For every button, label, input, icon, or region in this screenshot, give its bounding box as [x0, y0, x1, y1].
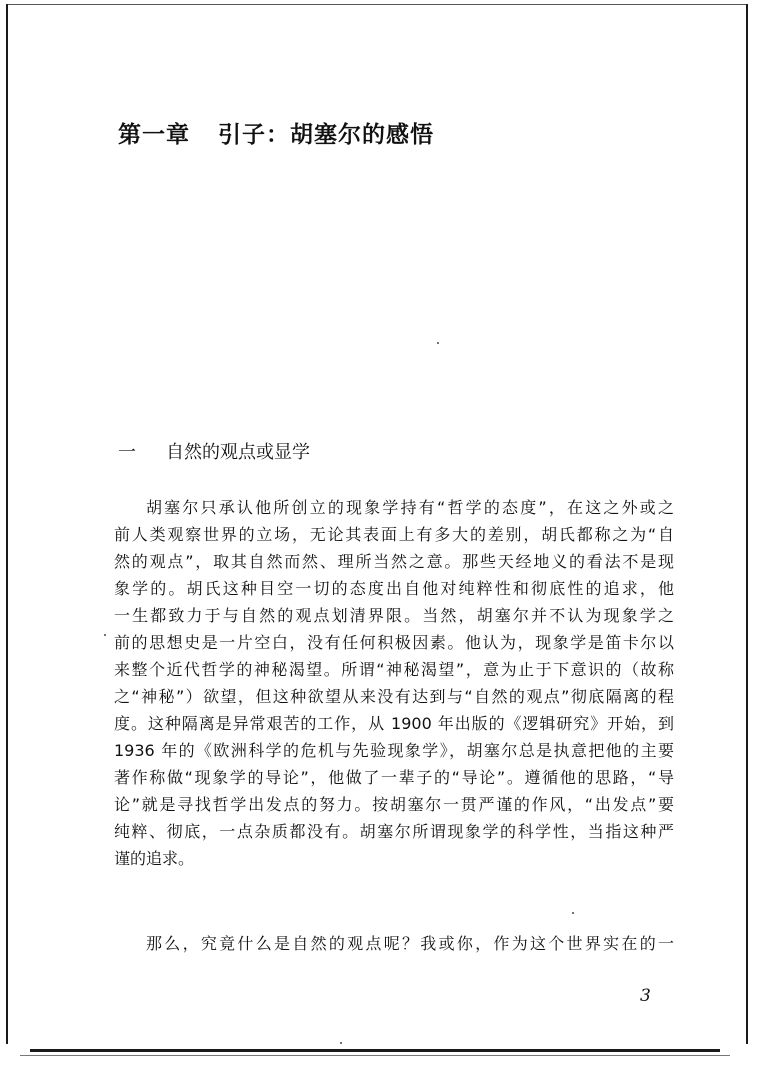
text-line: 一生都致力于与自然的观点划清界限。当然，胡塞尔并不认为现象学之 — [114, 606, 674, 625]
text-line: 论”就是寻找哲学出发点的努力。按胡塞尔一贯严谨的作风，“出发点”要 — [114, 795, 674, 814]
text-line: 1936 年的《欧洲科学的危机与先验现象学》，胡塞尔总是执意把他的主要 — [114, 741, 674, 760]
chapter-title: 引子：胡塞尔的感悟 — [218, 121, 434, 148]
text-line: 前人类观察世界的立场，无论其表面上有多大的差别，胡氏都称之为“自 — [114, 525, 674, 544]
text-line: 著作称做“现象学的导论”，他做了一辈子的“导论”。遵循他的思路，“导 — [114, 768, 674, 787]
paragraph-2 — [114, 930, 674, 957]
page-border-right — [746, 4, 748, 1044]
text-line: 象学的。胡氏这种目空一切的态度出自他对纯粹性和彻底性的追求，他 — [114, 579, 674, 598]
text-line: 然的观点”，取其自然而然、理所当然之意。那些天经地义的看法不是现 — [114, 552, 674, 571]
section-number: 一 — [118, 442, 136, 463]
scan-speck — [437, 342, 439, 344]
text-line: 之“神秘”）欲望，但这种欲望从来没有达到与“自然的观点”彻底隔离的程 — [114, 687, 674, 706]
text-line: 那么，究竟什么是自然的观点呢？我或你，作为这个世界实在的一 — [146, 934, 674, 953]
bottom-rule — [30, 1049, 720, 1052]
scan-speck — [104, 634, 106, 636]
paragraph-1 — [114, 494, 674, 872]
text-line: 纯粹、彻底，一点杂质都没有。胡塞尔所谓现象学的科学性，当指这种严 — [114, 822, 674, 841]
scan-speck — [572, 912, 574, 914]
scan-speck — [340, 1042, 342, 1044]
chapter-number: 第一章 — [118, 121, 190, 148]
section-heading — [118, 438, 310, 464]
chapter-heading — [118, 116, 434, 149]
page-border-left — [6, 4, 8, 1044]
page-number: 3 — [640, 986, 651, 1006]
bottom-rule-thin — [20, 1055, 730, 1056]
section-title: 自然的观点或显学 — [166, 442, 310, 463]
text-line: 胡塞尔只承认他所创立的现象学持有“哲学的态度”，在这之外或之 — [146, 498, 674, 517]
text-line: 度。这种隔离是异常艰苦的工作，从 1900 年出版的《逻辑研究》开始，到 — [114, 714, 674, 733]
page-border-top — [6, 4, 748, 5]
text-line: 谨的追求。 — [114, 849, 195, 868]
text-line: 前的思想史是一片空白，没有任何积极因素。他认为，现象学是笛卡尔以 — [114, 633, 674, 652]
text-line: 来整个近代哲学的神秘渴望。所谓“神秘渴望”，意为止于下意识的（故称 — [114, 660, 674, 679]
